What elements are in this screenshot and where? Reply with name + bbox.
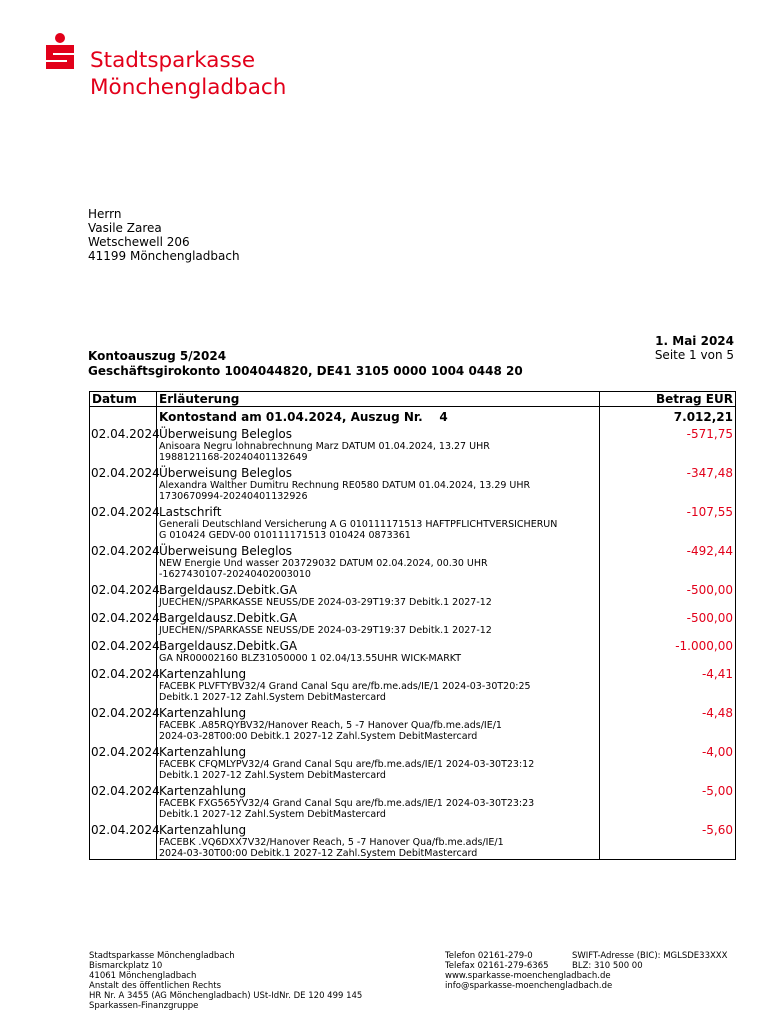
table-row-description (157, 703, 600, 742)
footer-line: BLZ: 310 500 00 (572, 961, 643, 971)
table-row-amount: -492,44 (600, 541, 736, 580)
transaction-detail: FACEBK PLVFTYBV32/4 Grand Canal Squ are/fb.me.ads/IE/1 2024-03-30T20:25 Debitk.1 2027-12 Zahl.System DebitMastercard (159, 681, 531, 703)
table-row (90, 580, 736, 608)
table-row (90, 502, 736, 541)
table-row-description (157, 424, 600, 463)
recipient-name: Vasile Zarea (88, 221, 162, 235)
table-row (90, 636, 736, 664)
table-row-date: 02.04.2024 (90, 502, 157, 541)
statement-date: 1. Mai 2024 (655, 334, 734, 348)
table-row-description (157, 502, 600, 541)
table-row-description (157, 781, 600, 820)
transaction-detail: JUECHEN//SPARKASSE NEUSS/DE 2024-03-29T19:37 Debitk.1 2027-12 (159, 597, 492, 608)
transaction-detail: NEW Energie Und wasser 203729032 DATUM 02.04.2024, 00.30 UHR -1627430107-20240402003010 (159, 558, 488, 580)
table-row-date: 02.04.2024 (90, 820, 157, 860)
account-info: Geschäftsgirokonto 1004044820, DE41 3105 0000 1004 0448 20 (88, 364, 523, 378)
table-row-amount: -4,48 (600, 703, 736, 742)
table-row-date: 02.04.2024 (90, 580, 157, 608)
statement-title: Kontoauszug 5/2024 (88, 349, 227, 363)
table-row-date: 02.04.2024 (90, 781, 157, 820)
footer-bank-info (89, 951, 362, 1011)
footer-line: info@sparkasse-moenchengladbach.de (445, 981, 613, 991)
opening-balance-amount: 7.012,21 (600, 407, 736, 425)
footer-line: Telefax 02161-279-6365 (445, 961, 549, 971)
footer-line: Stadtsparkasse Mönchengladbach (89, 951, 235, 961)
transaction-detail: FACEBK .VQ6DXX7V32/Hanover Reach, 5 -7 Hanover Qua/fb.me.ads/IE/1 2024-03-30T00:00 Debitk.1 2027-12 Zahl.System DebitMastercard (159, 837, 504, 859)
footer-line: Sparkassen-Finanzgruppe (89, 1001, 199, 1011)
table-row-description (157, 407, 600, 425)
column-header-description: Erläuterung (157, 392, 600, 407)
table-row-amount: -500,00 (600, 580, 736, 608)
table-row-description (157, 463, 600, 502)
bank-name-line1: Stadtsparkasse (90, 48, 256, 73)
table-row-amount: -5,60 (600, 820, 736, 860)
page-number: Seite 1 von 5 (654, 348, 734, 362)
table-row (90, 463, 736, 502)
bank-name (90, 47, 286, 101)
table-row-amount: -1.000,00 (600, 636, 736, 664)
transaction-detail: FACEBK CFQMLYPV32/4 Grand Canal Squ are/fb.me.ads/IE/1 2024-03-30T23:12 Debitk.1 2027-12 Zahl.System DebitMastercard (159, 759, 535, 781)
transaction-type: Überweisung Beleglos (159, 427, 293, 441)
table-row-amount: -107,55 (600, 502, 736, 541)
table-row (90, 781, 736, 820)
table-row (90, 820, 736, 860)
table-row (90, 703, 736, 742)
table-row (90, 424, 736, 463)
table-row-amount: -5,00 (600, 781, 736, 820)
table-row-amount: -4,00 (600, 742, 736, 781)
recipient-street: Wetschewell 206 (88, 235, 190, 249)
transaction-type: Kartenzahlung (159, 706, 247, 720)
opening-balance-row (90, 407, 736, 425)
transaction-detail: Anisoara Negru lohnabrechnung Marz DATUM 01.04.2024, 13.27 UHR 1988121168-20240401132649 (159, 441, 490, 463)
footer-line: 41061 Mönchengladbach (89, 971, 197, 981)
table-row-date (90, 407, 157, 425)
table-row (90, 541, 736, 580)
table-row-amount: -347,48 (600, 463, 736, 502)
table-header-row (90, 392, 736, 407)
bank-name-line2: Mönchengladbach (90, 75, 287, 100)
footer-line: HR Nr. A 3455 (AG Mönchengladbach) USt-IdNr. DE 120 499 145 (89, 991, 363, 1001)
table-row-date: 02.04.2024 (90, 463, 157, 502)
table-row (90, 742, 736, 781)
transaction-detail: Generali Deutschland Versicherung A G 010111171513 HAFTPFLICHTVERSICHERUN G 010424 GEDV-00 010111171513 010424 0873361 (159, 519, 558, 541)
sparkasse-logo-icon (44, 32, 76, 76)
table-row-description (157, 742, 600, 781)
table-row-amount: -500,00 (600, 608, 736, 636)
transaction-detail: FACEBK .A85RQYBV32/Hanover Reach, 5 -7 Hanover Qua/fb.me.ads/IE/1 2024-03-28T00:00 Debitk.1 2027-12 Zahl.System DebitMastercard (159, 720, 502, 742)
transactions-body (90, 407, 736, 860)
transaction-type: Bargeldausz.Debitk.GA (159, 639, 298, 653)
transaction-type: Bargeldausz.Debitk.GA (159, 611, 298, 625)
footer-line: SWIFT-Adresse (BIC): MGLSDE33XXX (572, 951, 728, 961)
footer-line: Bismarckplatz 10 (89, 961, 163, 971)
transaction-type: Bargeldausz.Debitk.GA (159, 583, 298, 597)
column-header-amount: Betrag EUR (600, 392, 736, 407)
opening-balance-label: Kontostand am 01.04.2024, Auszug Nr. 4 (159, 410, 448, 424)
recipient-city: 41199 Mönchengladbach (88, 249, 240, 263)
transaction-type: Kartenzahlung (159, 823, 247, 837)
table-row-date: 02.04.2024 (90, 636, 157, 664)
table-row-amount: -571,75 (600, 424, 736, 463)
table-row-description (157, 580, 600, 608)
transaction-type: Kartenzahlung (159, 667, 247, 681)
footer-line: Telefon 02161-279-0 (445, 951, 533, 961)
table-row-description (157, 664, 600, 703)
transaction-type: Überweisung Beleglos (159, 466, 293, 480)
table-row-description (157, 541, 600, 580)
table-row-description (157, 636, 600, 664)
transaction-detail: FACEBK FXG565YV32/4 Grand Canal Squ are/fb.me.ads/IE/1 2024-03-30T23:23 Debitk.1 2027-12 Zahl.System DebitMastercard (159, 798, 535, 820)
table-row-description (157, 820, 600, 860)
footer-line: Anstalt des öffentlichen Rechts (89, 981, 222, 991)
transaction-type: Kartenzahlung (159, 784, 247, 798)
recipient-salutation: Herrn (88, 207, 122, 221)
footer-bank-codes (572, 951, 727, 971)
transaction-detail: JUECHEN//SPARKASSE NEUSS/DE 2024-03-29T19:37 Debitk.1 2027-12 (159, 625, 492, 636)
recipient-address (88, 207, 240, 263)
transaction-detail: Alexandra Walther Dumitru Rechnung RE0580 DATUM 01.04.2024, 13.29 UHR 1730670994-20240401132926 (159, 480, 531, 502)
table-row (90, 608, 736, 636)
transactions-table (89, 391, 736, 860)
table-row-date: 02.04.2024 (90, 664, 157, 703)
table-row-date: 02.04.2024 (90, 541, 157, 580)
table-row-date: 02.04.2024 (90, 608, 157, 636)
column-header-date: Datum (90, 392, 157, 407)
table-row-date: 02.04.2024 (90, 742, 157, 781)
transaction-type: Kartenzahlung (159, 745, 247, 759)
transaction-type: Lastschrift (159, 505, 222, 519)
table-row-date: 02.04.2024 (90, 703, 157, 742)
transaction-type: Überweisung Beleglos (159, 544, 293, 558)
table-row-amount: -4,41 (600, 664, 736, 703)
table-row-description (157, 608, 600, 636)
footer-line: www.sparkasse-moenchengladbach.de (445, 971, 611, 981)
table-row-date: 02.04.2024 (90, 424, 157, 463)
table-row (90, 664, 736, 703)
transaction-detail: GA NR00002160 BLZ31050000 1 02.04/13.55UHR WICK-MARKT (159, 653, 462, 664)
